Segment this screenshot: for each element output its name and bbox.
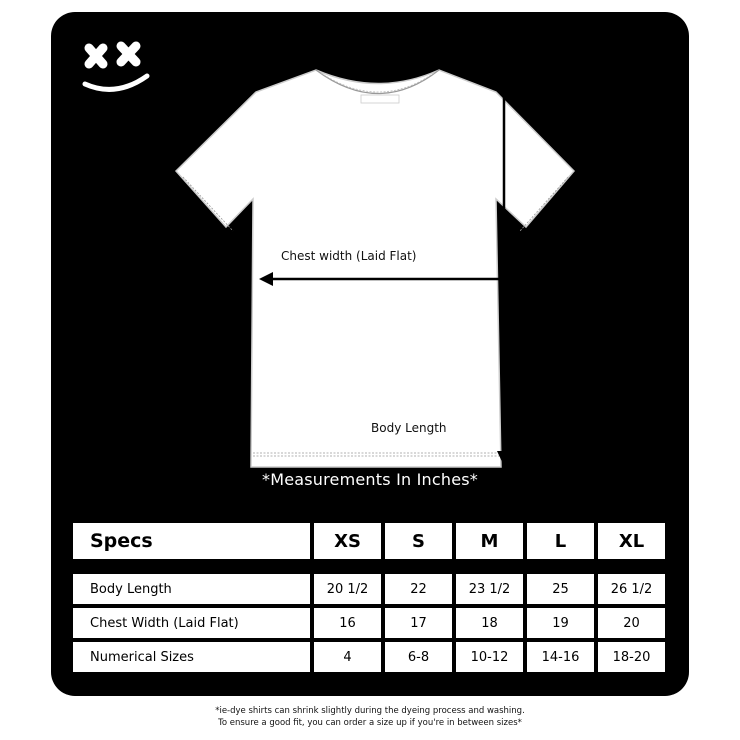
marshmello-logo-icon	[81, 40, 151, 100]
table-cell: 20	[598, 608, 665, 638]
table-cell: 18	[456, 608, 523, 638]
table-cell: 25	[527, 574, 594, 604]
table-cell: 22	[385, 574, 452, 604]
table-cell: 10-12	[456, 642, 523, 672]
table-cell: 26 1/2	[598, 574, 665, 604]
table-cell: 18-20	[598, 642, 665, 672]
table-header-cell: S	[385, 523, 452, 559]
table-cell: 14-16	[527, 642, 594, 672]
table-cell: 16	[314, 608, 381, 638]
table-row-label: Chest Width (Laid Flat)	[73, 608, 310, 638]
table-cell: 6-8	[385, 642, 452, 672]
body-length-label: Body Length	[371, 421, 447, 435]
chest-width-label: Chest width (Laid Flat)	[281, 249, 417, 263]
table-row-label: Numerical Sizes	[73, 642, 310, 672]
table-header-cell: XS	[314, 523, 381, 559]
table-cell: 4	[314, 642, 381, 672]
table-cell: 17	[385, 608, 452, 638]
tshirt-diagram	[171, 67, 591, 477]
footnote-line: To ensure a good fit, you can order a size up if you're in between sizes*	[218, 718, 522, 728]
table-row-label: Body Length	[73, 574, 310, 604]
table-cell: 20 1/2	[314, 574, 381, 604]
measurement-note: *Measurements In Inches*	[262, 470, 478, 489]
footnote-line: *ie-dye shirts can shrink slightly during the dyeing process and washing.	[215, 706, 525, 716]
size-chart-card	[51, 12, 689, 696]
table-header-cell: XL	[598, 523, 665, 559]
table-cell: 19	[527, 608, 594, 638]
table-cell: 23 1/2	[456, 574, 523, 604]
table-header-cell: Specs	[73, 523, 310, 559]
table-header-cell: L	[527, 523, 594, 559]
table-header-cell: M	[456, 523, 523, 559]
